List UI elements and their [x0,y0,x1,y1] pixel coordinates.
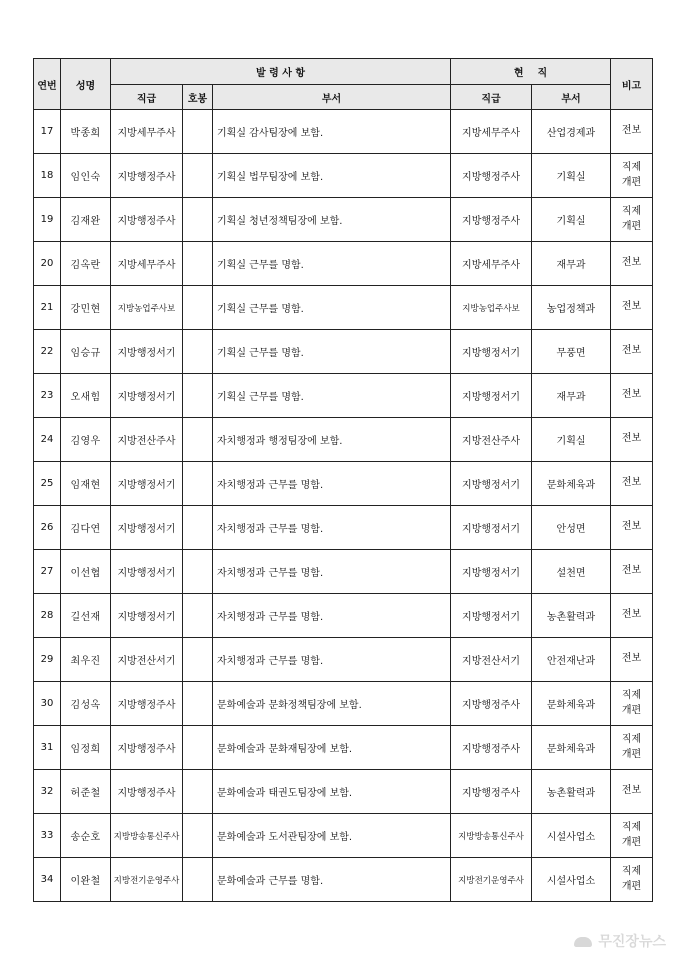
cell-no: 19 [34,198,61,242]
cell-remark [611,770,653,814]
cell-rank: 지방행정주사 [111,154,183,198]
cell-name: 임정희 [61,726,111,770]
appointment-table [33,58,653,902]
remark-line: 전보 [621,565,642,577]
table-row [34,506,653,550]
table-row [34,286,653,330]
cell-rank: 지방행정주사 [111,682,183,726]
cell-cur-rank: 지방행정서기 [451,506,532,550]
cell-no: 26 [34,506,61,550]
cell-remark [611,110,653,154]
cell-remark [611,286,653,330]
mountain-logo-icon [572,934,594,948]
cell-name: 강민현 [61,286,111,330]
cell-no: 20 [34,242,61,286]
remark-line: 전보 [621,389,642,401]
cell-name: 김옥란 [61,242,111,286]
remark-line: 개편 [621,220,642,232]
cell-cur-rank: 지방세무주사 [451,110,532,154]
cell-rank: 지방행정서기 [111,594,183,638]
cell-grade [183,374,213,418]
table-row [34,770,653,814]
cell-remark [611,462,653,506]
table-row [34,374,653,418]
cell-dept: 기획실 근무를 명함. [213,242,451,286]
cell-dept: 문화예술과 도서관팀장에 보함. [213,814,451,858]
table-row [34,330,653,374]
header-no: 연번 [34,59,61,110]
remark-line: 개편 [621,748,642,760]
remark-line: 개편 [621,704,642,716]
cell-dept: 자치행정과 근무를 명함. [213,550,451,594]
cell-cur-dept: 산업경제과 [532,110,611,154]
remark-line: 전보 [621,785,642,797]
remark-line: 직제 [621,162,642,173]
cell-name: 임재현 [61,462,111,506]
cell-cur-rank: 지방행정서기 [451,462,532,506]
cell-cur-rank: 지방전산서기 [451,638,532,682]
cell-dept: 기획실 근무를 명함. [213,374,451,418]
cell-grade [183,594,213,638]
cell-grade [183,506,213,550]
cell-no: 18 [34,154,61,198]
cell-rank: 지방행정서기 [111,550,183,594]
cell-dept: 문화예술과 태권도팀장에 보함. [213,770,451,814]
cell-grade [183,418,213,462]
cell-dept: 기획실 청년정책팀장에 보함. [213,198,451,242]
table-row [34,418,653,462]
cell-grade [183,462,213,506]
cell-name: 오새힘 [61,374,111,418]
cell-dept: 자치행정과 행정팀장에 보함. [213,418,451,462]
cell-rank: 지방전산주사 [111,418,183,462]
cell-rank: 지방행정서기 [111,374,183,418]
cell-cur-dept: 시설사업소 [532,858,611,902]
cell-grade [183,814,213,858]
remark-line: 전보 [621,477,642,489]
cell-cur-rank: 지방행정서기 [451,374,532,418]
cell-name: 박종희 [61,110,111,154]
cell-cur-dept: 설천면 [532,550,611,594]
cell-dept: 문화예술과 문화재팀장에 보함. [213,726,451,770]
remark-line: 개편 [621,880,642,892]
cell-name: 이완철 [61,858,111,902]
cell-grade [183,198,213,242]
cell-grade [183,858,213,902]
cell-cur-rank: 지방행정서기 [451,550,532,594]
header-appointment: 발 령 사 항 [111,59,451,85]
cell-remark [611,374,653,418]
cell-no: 30 [34,682,61,726]
cell-dept: 기획실 법무팀장에 보함. [213,154,451,198]
cell-name: 김재완 [61,198,111,242]
remark-line: 전보 [621,301,642,313]
table-row [34,242,653,286]
cell-cur-dept: 안전재난과 [532,638,611,682]
cell-remark [611,550,653,594]
remark-line: 전보 [621,257,642,269]
cell-name: 송순호 [61,814,111,858]
table-row [34,550,653,594]
table-row [34,462,653,506]
cell-cur-dept: 시설사업소 [532,814,611,858]
cell-grade [183,110,213,154]
cell-remark [611,814,653,858]
watermark [572,931,666,951]
remark-line: 개편 [621,836,642,848]
table-row [34,594,653,638]
cell-no: 23 [34,374,61,418]
cell-cur-rank: 지방농업주사보 [451,286,532,330]
header-rank: 직급 [111,85,183,110]
cell-cur-rank: 지방행정서기 [451,594,532,638]
cell-no: 17 [34,110,61,154]
cell-dept: 문화예술과 근무를 명함. [213,858,451,902]
table-row [34,814,653,858]
cell-remark [611,198,653,242]
table-row [34,110,653,154]
header-remark: 비고 [611,59,653,110]
cell-name: 김영우 [61,418,111,462]
cell-name: 허준철 [61,770,111,814]
remark-line: 전보 [621,653,642,665]
remark-line: 직제 [621,822,642,833]
cell-remark [611,242,653,286]
cell-dept: 자치행정과 근무를 명함. [213,594,451,638]
cell-cur-dept: 안성면 [532,506,611,550]
cell-dept: 자치행정과 근무를 명함. [213,506,451,550]
cell-cur-rank: 지방행정주사 [451,682,532,726]
cell-grade [183,550,213,594]
cell-cur-rank: 지방행정주사 [451,198,532,242]
remark-line: 직제 [621,206,642,217]
cell-grade [183,330,213,374]
cell-rank: 지방행정주사 [111,770,183,814]
cell-cur-dept: 재무과 [532,374,611,418]
cell-cur-dept: 문화체육과 [532,726,611,770]
cell-cur-rank: 지방행정서기 [451,330,532,374]
cell-no: 22 [34,330,61,374]
cell-cur-rank: 지방행정주사 [451,726,532,770]
cell-cur-dept: 기획실 [532,418,611,462]
cell-rank: 지방행정주사 [111,726,183,770]
cell-name: 최우진 [61,638,111,682]
cell-cur-rank: 지방방송통신주사 [451,814,532,858]
cell-remark [611,418,653,462]
cell-rank: 지방행정서기 [111,462,183,506]
cell-name: 김다연 [61,506,111,550]
cell-no: 28 [34,594,61,638]
cell-grade [183,770,213,814]
header-dept-detail: 부서 [213,85,451,110]
cell-dept: 기획실 근무를 명함. [213,330,451,374]
cell-name: 김성옥 [61,682,111,726]
cell-remark [611,154,653,198]
watermark-text: 무진장뉴스 [598,934,666,950]
header-grade: 호봉 [183,85,213,110]
cell-cur-rank: 지방행정주사 [451,770,532,814]
header-cur-rank: 직급 [451,85,532,110]
cell-cur-dept: 무풍면 [532,330,611,374]
cell-no: 34 [34,858,61,902]
cell-dept: 기획실 근무를 명함. [213,286,451,330]
cell-grade [183,154,213,198]
cell-remark [611,506,653,550]
cell-dept: 기획실 감사팀장에 보함. [213,110,451,154]
header-cur-dept: 부서 [532,85,611,110]
cell-cur-dept: 농촌활력과 [532,770,611,814]
table-row [34,638,653,682]
remark-line: 직제 [621,734,642,745]
cell-rank: 지방행정서기 [111,506,183,550]
cell-grade [183,286,213,330]
cell-cur-dept: 농업정책과 [532,286,611,330]
cell-no: 29 [34,638,61,682]
table-body [34,110,653,902]
table-row [34,682,653,726]
cell-cur-rank: 지방세무주사 [451,242,532,286]
cell-remark [611,858,653,902]
cell-no: 25 [34,462,61,506]
remark-line: 전보 [621,125,642,137]
remark-line: 전보 [621,609,642,621]
table-row [34,198,653,242]
cell-no: 24 [34,418,61,462]
cell-rank: 지방행정주사 [111,198,183,242]
cell-rank: 지방전기운영주사 [111,858,183,902]
cell-rank: 지방세무주사 [111,242,183,286]
remark-line: 전보 [621,433,642,445]
cell-cur-dept: 문화체육과 [532,462,611,506]
cell-no: 31 [34,726,61,770]
table-row [34,726,653,770]
cell-remark [611,638,653,682]
table-row [34,154,653,198]
cell-cur-dept: 농촌활력과 [532,594,611,638]
cell-rank: 지방세무주사 [111,110,183,154]
header-name: 성명 [61,59,111,110]
table-row [34,858,653,902]
cell-remark [611,330,653,374]
cell-rank: 지방농업주사보 [111,286,183,330]
cell-cur-rank: 지방행정주사 [451,154,532,198]
cell-cur-rank: 지방전기운영주사 [451,858,532,902]
cell-name: 임승규 [61,330,111,374]
cell-rank: 지방전산서기 [111,638,183,682]
cell-name: 임인숙 [61,154,111,198]
cell-dept: 자치행정과 근무를 명함. [213,638,451,682]
cell-cur-dept: 재무과 [532,242,611,286]
cell-dept: 문화예술과 문화정책팀장에 보함. [213,682,451,726]
cell-remark [611,726,653,770]
remark-line: 직제 [621,690,642,701]
cell-remark [611,682,653,726]
remark-line: 개편 [621,176,642,188]
cell-name: 이선협 [61,550,111,594]
cell-rank: 지방행정서기 [111,330,183,374]
cell-grade [183,726,213,770]
cell-no: 33 [34,814,61,858]
remark-line: 직제 [621,866,642,877]
cell-cur-dept: 기획실 [532,198,611,242]
cell-cur-dept: 기획실 [532,154,611,198]
cell-cur-dept: 문화체육과 [532,682,611,726]
cell-remark [611,594,653,638]
cell-no: 32 [34,770,61,814]
cell-cur-rank: 지방전산주사 [451,418,532,462]
header-current: 현 직 [451,59,611,85]
cell-dept: 자치행정과 근무를 명함. [213,462,451,506]
cell-no: 21 [34,286,61,330]
remark-line: 전보 [621,521,642,533]
cell-rank: 지방방송통신주사 [111,814,183,858]
cell-grade [183,682,213,726]
remark-line: 전보 [621,345,642,357]
cell-grade [183,242,213,286]
cell-grade [183,638,213,682]
cell-no: 27 [34,550,61,594]
cell-name: 길선재 [61,594,111,638]
